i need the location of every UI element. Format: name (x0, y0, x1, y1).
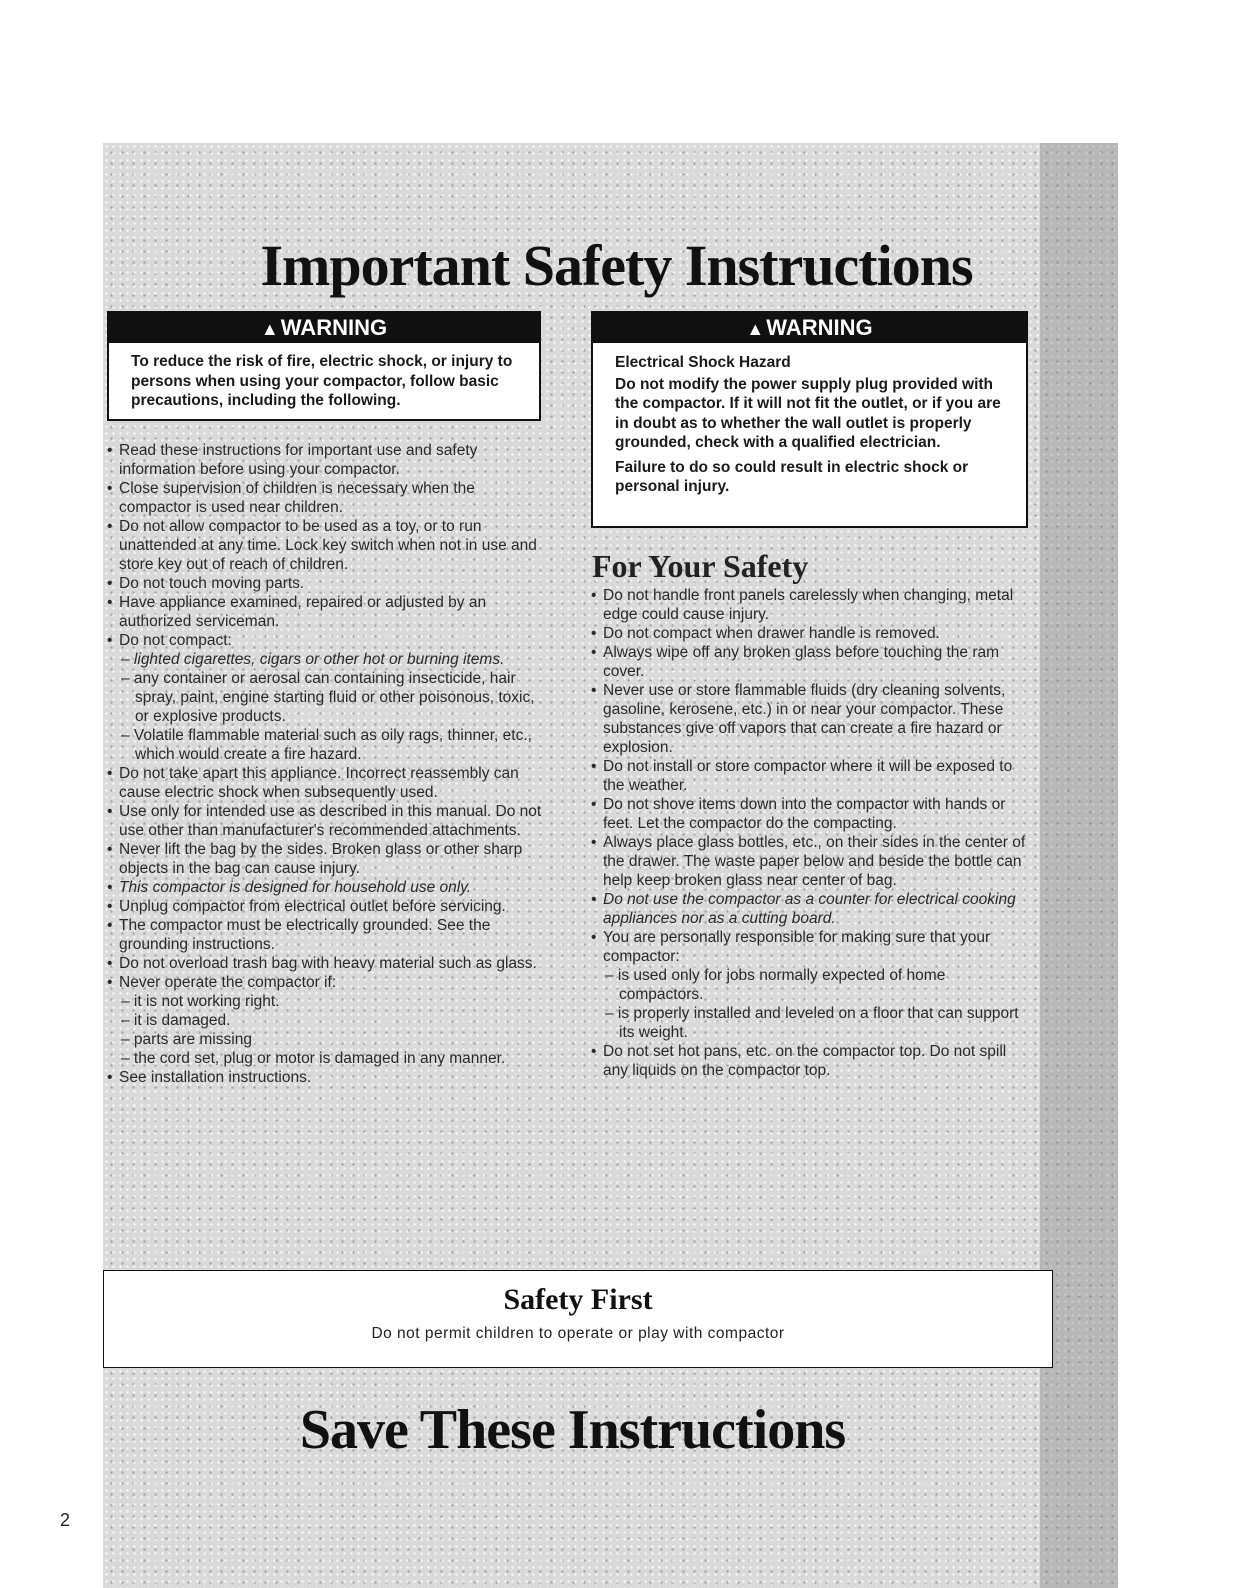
list-item: • Close supervision of children is necessary when the compactor is used near children. (105, 479, 545, 517)
safety-list-right (589, 586, 1029, 1080)
safety-first-box (103, 1270, 1053, 1368)
safety-first-text: Do not permit children to operate or play with compactor (371, 1325, 785, 1342)
list-item: • Do not compact: (105, 631, 545, 650)
list-item: • Do not install or store compactor where it will be exposed to the weather. (589, 757, 1029, 795)
sub-list-item: – Volatile flammable material such as oily rags, thinner, etc., which would create a fire hazard. (121, 727, 532, 763)
sub-list-item: – parts are missing (121, 1031, 252, 1048)
section-heading: For Your Safety (592, 548, 809, 584)
list-item: • Never use or store flammable fluids (dry cleaning solvents, gasoline, kerosene, etc.) in or near your compactor. These substances give off vapors that can create a fire hazard or explosion. (589, 681, 1029, 757)
background-shade (1040, 143, 1118, 1588)
list-item: • See installation instructions. (105, 1068, 545, 1087)
list-item: • Do not take apart this appliance. Incorrect reassembly can cause electric shock when subsequently used. (105, 764, 545, 802)
list-item: • Do not touch moving parts. (105, 574, 545, 593)
sub-list-item: – lighted cigarettes, cigars or other hot or burning items. (121, 651, 505, 668)
list-item: • Never operate the compactor if: (105, 973, 545, 992)
list-item: • This compactor is designed for household use only. (105, 878, 545, 897)
warning-text: Failure to do so could result in electric shock or personal injury. (615, 458, 969, 495)
list-item: • Do not compact when drawer handle is removed. (589, 624, 1029, 643)
list-item: • Do not allow compactor to be used as a toy, or to run unattended at any time. Lock key switch when not in use and store key out of reach of children. (105, 517, 545, 574)
list-item: • Use only for intended use as described in this manual. Do not use other than manufacturer's recommended attachments. (105, 802, 545, 840)
safety-list-left (105, 441, 545, 1087)
list-item: • Always wipe off any broken glass before touching the ram cover. (589, 643, 1029, 681)
warning-banner (593, 313, 1026, 343)
list-item: • Read these instructions for important use and safety information before using your compactor. (105, 441, 545, 479)
warning-heading: Electrical Shock Hazard (615, 354, 791, 371)
warning-label: WARNING (280, 315, 388, 340)
page-title: Important Safety Instructions (260, 233, 973, 298)
list-item: • Unplug compactor from electrical outlet before servicing. (105, 897, 545, 916)
list-item: • The compactor must be electrically grounded. See the grounding instructions. (105, 916, 545, 954)
warning-box-right (591, 311, 1028, 528)
warning-box-left (107, 311, 541, 421)
list-item: • Always place glass bottles, etc., on their sides in the center of the drawer. The waste paper below and beside the bottle can help keep broken glass near center of bag. (589, 833, 1029, 890)
warning-banner (109, 313, 539, 343)
warning-label: WARNING (766, 315, 873, 340)
sub-list-item: – any container or aerosal can containing insecticide, hair spray, paint, engine starting fluid or other poisonous, toxic, or explosive products. (121, 670, 535, 725)
sub-list-item: – is used only for jobs normally expected of home compactors. (605, 967, 946, 1003)
list-item: • You are personally responsible for making sure that your compactor: (589, 928, 1029, 966)
footer-title: Save These Instructions (299, 1399, 846, 1461)
sub-list-item: – it is not working right. (121, 993, 280, 1010)
list-item: • Do not overload trash bag with heavy material such as glass. (105, 954, 545, 973)
sub-list-item: – the cord set, plug or motor is damaged in any manner. (121, 1050, 506, 1067)
list-item: • Do not set hot pans, etc. on the compactor top. Do not spill any liquids on the compactor top. (589, 1042, 1029, 1080)
warning-triangle-icon: ▲ (260, 319, 279, 339)
list-item: • Never lift the bag by the sides. Broken glass or other sharp objects in the bag can cause injury. (105, 840, 545, 878)
warning-text: Do not modify the power supply plug provided with the compactor. If it will not fit the outlet, or if you are in doubt as to whether the wall outlet is properly grounded, check with a qualified electrician. (615, 375, 1001, 451)
list-item: • Do not handle front panels carelessly when changing, metal edge could cause injury. (589, 586, 1029, 624)
sub-list-item: – is properly installed and leveled on a floor that can support its weight. (605, 1005, 1019, 1041)
warning-text: To reduce the risk of fire, electric shock, or injury to persons when using your compactor, follow basic precautions, including the following. (131, 353, 513, 409)
page-number: 2 (60, 1510, 71, 1530)
list-item: • Do not shove items down into the compactor with hands or feet. Let the compactor do the compacting. (589, 795, 1029, 833)
list-item: • Do not use the compactor as a counter for electrical cooking appliances nor as a cutting board. (589, 890, 1029, 928)
list-item: • Have appliance examined, repaired or adjusted by an authorized serviceman. (105, 593, 545, 631)
sub-list-item: – it is damaged. (121, 1012, 231, 1029)
safety-first-heading: Safety First (503, 1283, 653, 1316)
warning-triangle-icon: ▲ (746, 319, 765, 339)
